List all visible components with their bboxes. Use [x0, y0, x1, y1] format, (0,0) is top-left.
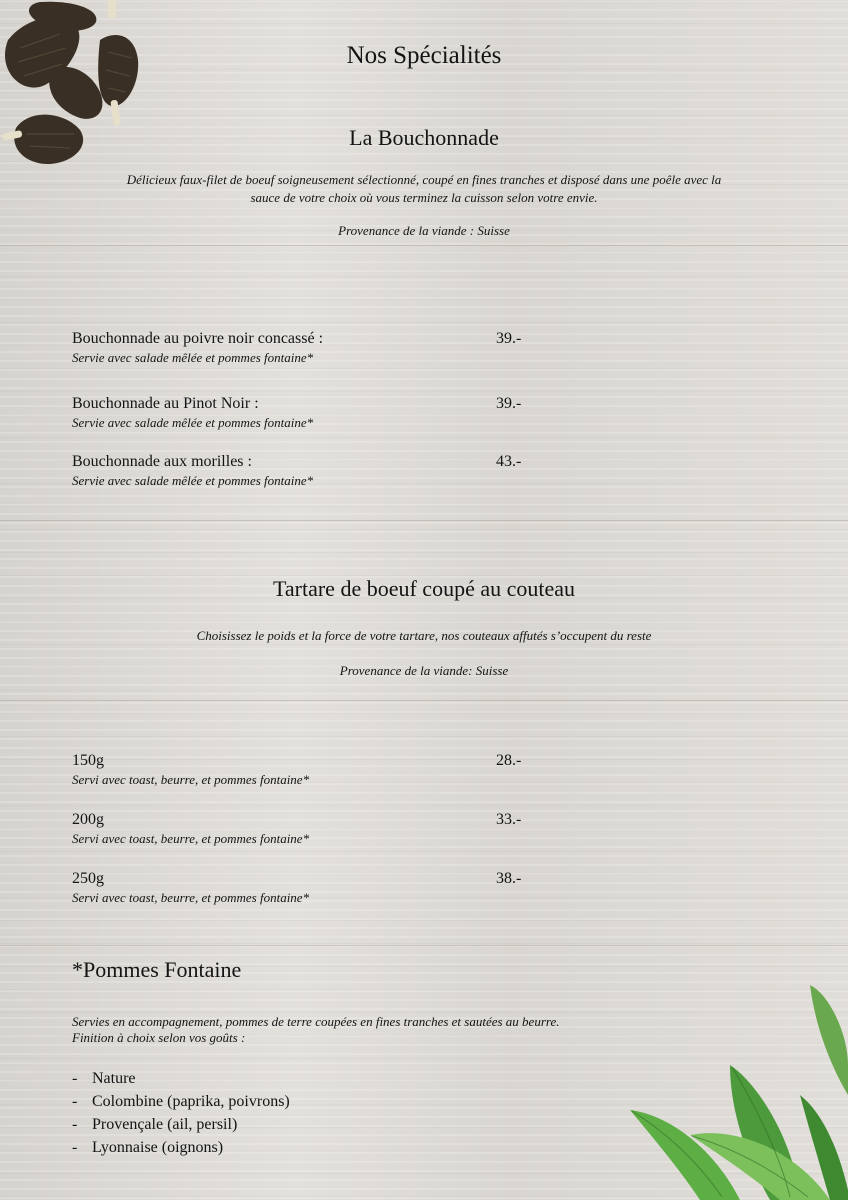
list-item [72, 1136, 290, 1159]
board-seam [0, 700, 848, 701]
item-name: 150g [72, 752, 104, 769]
bullet-dash: - [72, 1070, 78, 1087]
item-price: 43.- [496, 453, 522, 470]
list-item [72, 1067, 290, 1090]
item-price: 33.- [496, 811, 522, 828]
wild-garlic-leaves-decoration [630, 975, 848, 1200]
item-name: 250g [72, 870, 104, 887]
item-price: 28.- [496, 752, 522, 769]
item-price: 38.- [496, 870, 522, 887]
item-name: Bouchonnade au Pinot Noir : [72, 395, 259, 412]
item-note: Servi avec toast, beurre, et pommes fontaine* [72, 890, 310, 905]
item-name: Bouchonnade aux morilles : [72, 453, 252, 470]
leaf [810, 985, 848, 1095]
bouchonnade-title: La Bouchonnade [349, 125, 499, 150]
morel-stem [110, 100, 121, 127]
pommes-fontaine-title: *Pommes Fontaine [72, 957, 242, 982]
tartare-origin: Provenance de la viande: Suisse [339, 663, 509, 678]
leaf [690, 1133, 830, 1200]
list-item [72, 1090, 290, 1113]
bouchonnade-description-line1: Délicieux faux-filet de boeuf soigneusement sélectionné, coupé en fines tranches et disposé dans une poêle avec la [126, 172, 722, 187]
item-price: 39.- [496, 330, 522, 347]
board-seam [0, 245, 848, 246]
bouchonnade-description-line2: sauce de votre choix où vous terminez la cuisson selon votre envie. [250, 190, 598, 205]
pommes-fontaine-description-line1: Servies en accompagnement, pommes de terre coupées en fines tranches et sautées au beurre. [72, 1014, 560, 1029]
option-label: Provençale (ail, persil) [92, 1116, 238, 1133]
morel-cap-1 [29, 2, 96, 31]
item-price: 39.- [496, 395, 522, 412]
item-note: Servie avec salade mêlée et pommes fontaine* [72, 350, 314, 365]
item-note: Servi avec toast, beurre, et pommes fontaine* [72, 772, 310, 787]
option-label: Lyonnaise (oignons) [92, 1139, 224, 1156]
leaf [730, 1065, 800, 1200]
morel-cap-4 [49, 67, 102, 119]
bouchonnade-origin: Provenance de la viande : Suisse [338, 223, 510, 238]
pommes-fontaine-description [72, 1014, 712, 1046]
item-name: Bouchonnade au poivre noir concassé : [72, 330, 324, 347]
morel-stem [108, 0, 116, 18]
board-seam [0, 520, 848, 521]
item-note: Servie avec salade mêlée et pommes fontaine* [72, 415, 314, 430]
option-label: Nature [92, 1070, 136, 1087]
pommes-fontaine-description-line2: Finition à choix selon vos goûts : [72, 1030, 246, 1045]
list-item [72, 1113, 290, 1136]
bullet-dash: - [72, 1116, 78, 1133]
item-name: 200g [72, 811, 104, 828]
leaf [800, 1095, 848, 1200]
bullet-dash: - [72, 1139, 78, 1156]
pommes-fontaine-options [72, 1067, 290, 1159]
leaf [630, 1110, 740, 1200]
bullet-dash: - [72, 1093, 78, 1110]
item-note: Servi avec toast, beurre, et pommes fontaine* [72, 831, 310, 846]
item-note: Servie avec salade mêlée et pommes fontaine* [72, 473, 314, 488]
tartare-title: Tartare de boeuf coupé au couteau [272, 576, 576, 601]
tartare-description: Choisissez le poids et la force de votre tartare, nos couteaux affutés s’occupent du reste [196, 628, 652, 643]
option-label: Colombine (paprika, poivrons) [92, 1093, 290, 1110]
page-title: Nos Spécialités [346, 42, 502, 69]
board-seam [0, 945, 848, 946]
